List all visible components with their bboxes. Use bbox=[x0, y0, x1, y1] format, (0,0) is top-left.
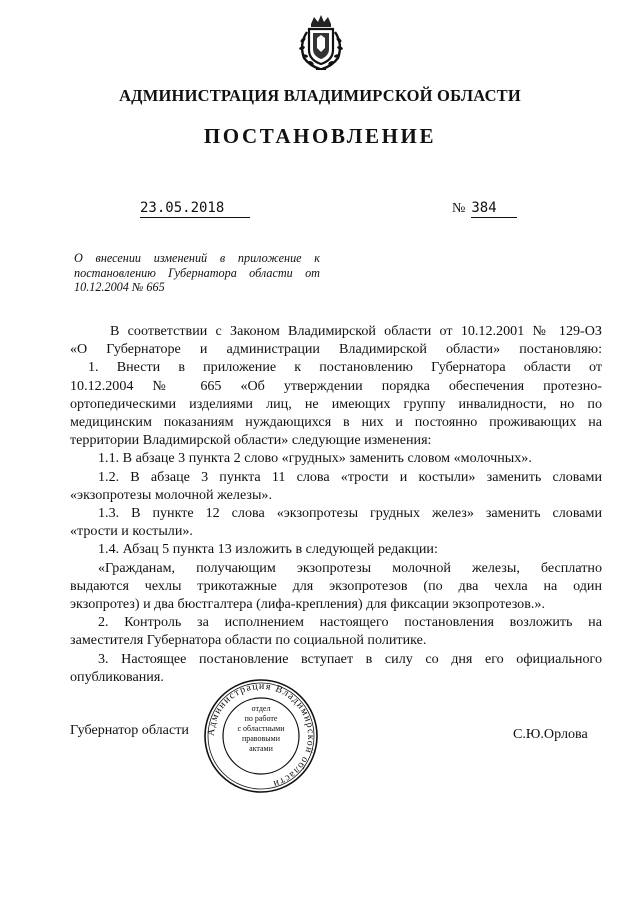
subject-line: О внесении изменений в приложение к bbox=[74, 251, 320, 265]
stamp-inner-text bbox=[235, 704, 287, 754]
body-line: 1.3. В пункте 12 слова «экзопротезы грудных желез» заменить словами bbox=[98, 505, 602, 522]
stamp-outer-text: Администрация Владимирской области bbox=[205, 680, 317, 790]
body-line: медицинским показаниям нуждающихся в них и постоянно проживающих на bbox=[70, 414, 602, 431]
body-line: опубликования. bbox=[70, 668, 164, 685]
body-line: экзопротез) и два бюстгалтера (лифа-крепления) для фиксации экзопротезов.». bbox=[70, 596, 545, 613]
official-stamp bbox=[201, 676, 321, 796]
body-line: 1.2. В абзаце 3 пункта 11 слова «трости и костыли» заменить словами bbox=[98, 468, 602, 485]
body-line: 1.4. Абзац 5 пункта 13 изложить в следующей редакции: bbox=[98, 541, 438, 558]
stamp-inner-line: актами bbox=[249, 744, 273, 753]
body-line: «Гражданам, получающим экзопротезы молочной железы, бесплатно bbox=[98, 559, 602, 576]
document-body bbox=[70, 322, 602, 686]
body-line: «трости и костыли». bbox=[70, 523, 193, 540]
organization-title: АДМИНИСТРАЦИЯ ВЛАДИМИРСКОЙ ОБЛАСТИ bbox=[119, 86, 521, 105]
body-line: 3. Настоящее постановление вступает в силу со дня его официального bbox=[98, 650, 602, 667]
body-line: 1.1. В абзаце 3 пункта 2 слово «грудных» заменить словом «молочных». bbox=[98, 450, 532, 467]
body-line: 1. Внести в приложение к постановлению Губернатора области от bbox=[88, 359, 602, 376]
body-line: «экзопротезы молочной железы». bbox=[70, 486, 272, 503]
document-subject bbox=[74, 251, 320, 295]
body-line: 10.12.2004 № 665 «Об утверждении порядка обеспечения протезно- bbox=[70, 377, 602, 394]
subject-line: постановлению Губернатора области от bbox=[74, 265, 320, 280]
body-line: В соответствии с Законом Владимирской области от 10.12.2001 № 129-ОЗ bbox=[110, 323, 602, 339]
body-line: территории Владимирской области» следующие изменения: bbox=[70, 432, 432, 449]
stamp-inner-line: отдел bbox=[251, 704, 271, 713]
stamp-inner-line: с областными bbox=[237, 724, 285, 733]
number-value: 384 bbox=[471, 200, 517, 218]
body-line: заместителя Губернатора области по социальной политике. bbox=[70, 632, 427, 649]
stamp-inner-line: правовыми bbox=[241, 734, 281, 743]
signature-label: Губернатор области bbox=[70, 722, 189, 738]
body-line: «О Губернаторе и администрации Владимирской области» постановляю: bbox=[70, 341, 602, 358]
subject-line: 10.12.2004 № 665 bbox=[74, 280, 165, 294]
coat-of-arms-icon bbox=[296, 14, 346, 72]
signatory-name: С.Ю.Орлова bbox=[513, 726, 588, 742]
body-line: выдаются чехлы трикотажные для экзопротезов (по два чехла на один bbox=[70, 577, 602, 594]
document-number bbox=[452, 200, 517, 218]
stamp-inner-line: по работе bbox=[244, 714, 278, 723]
body-line: ортопедическими изделиями лиц, не имеющих группу инвалидности, но по bbox=[70, 395, 602, 412]
document-type-title: ПОСТАНОВЛЕНИЕ bbox=[203, 124, 437, 148]
document-date: 23.05.2018 bbox=[140, 200, 250, 218]
body-line: 2. Контроль за исполнением настоящего постановления возложить на bbox=[98, 614, 602, 631]
number-sign: № bbox=[452, 201, 466, 216]
